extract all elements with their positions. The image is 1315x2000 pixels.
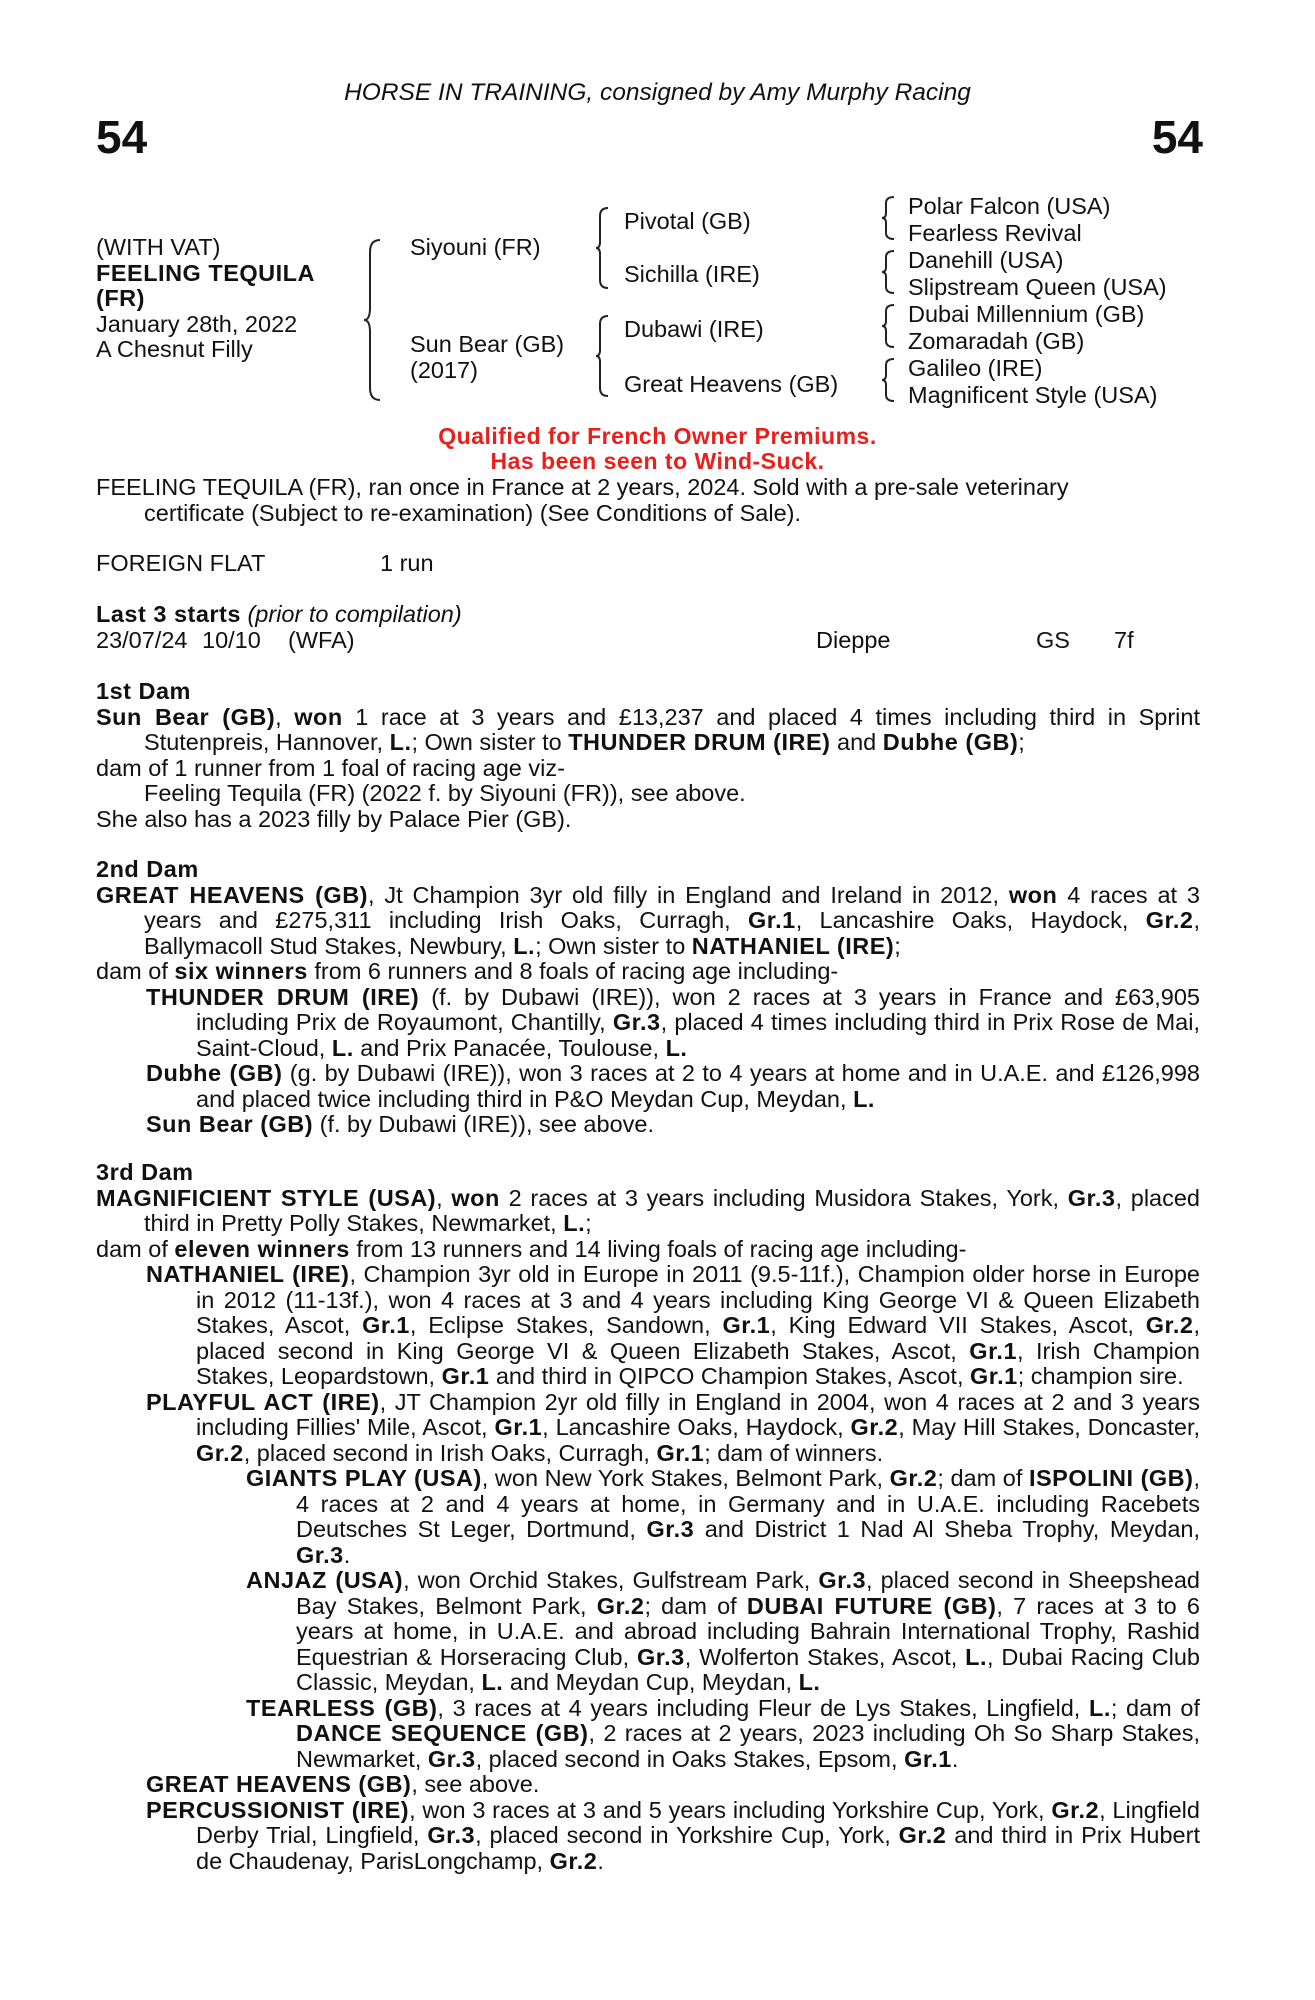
record-label: FOREIGN FLAT <box>96 550 266 576</box>
pedigree-brace-main <box>362 238 384 402</box>
first-dam-heading: 1st Dam <box>96 678 191 704</box>
pedigree-g2: Fearless Revival <box>908 220 1082 246</box>
third-dam-paragraph: MAGNIFICIENT STYLE (USA), won 2 races at 3 years including Musidora Stakes, York, Gr.3, placed third in Pretty Polly Stakes, Newmarket, L.; <box>96 1184 1200 1236</box>
pedigree-dam-dam: Great Heavens (GB) <box>624 371 839 397</box>
pedigree-dam-year: (2017) <box>410 357 478 383</box>
second-dam-produce-intro: dam of six winners from 6 runners and 8 foals of racing age including- <box>96 958 839 984</box>
pedigree-brace-g56 <box>880 303 896 349</box>
third-dam-produce-percussionist: PERCUSSIONIST (IRE), won 3 races at 3 and 5 years including Yorkshire Cup, York, Gr.2, Lingfield Derby Trial, Lingfield, Gr.3, placed second in Yorkshire Cup, York, Gr.2 and third in Prix Hubert de Chaudenay, ParisLongchamp, Gr.2. <box>146 1796 1200 1874</box>
third-dam-produce-playful-act: PLAYFUL ACT (IRE), JT Champion 2yr old filly in England in 2004, won 4 races at 2 and 3 years including Fillies' Mile, Ascot, Gr.1, Lancashire Oaks, Haydock, Gr.2, May Hill Stakes, Doncaster, Gr.2, placed second in Irish Oaks, Curragh, Gr.1; dam of winners. <box>146 1388 1200 1466</box>
pedigree-brace-g78 <box>880 357 896 403</box>
horse-name: FEELING TEQUILA (FR) <box>96 259 315 311</box>
second-dam-produce-1: THUNDER DRUM (IRE) (f. by Dubawi (IRE)), won 2 races at 3 years in France and £63,905 including Prix de Royaumont, Chantilly, Gr.3, placed 4 times including third in Prix Rose de Mai, Saint-Cloud, L. and Prix Panacée, Toulouse, L. <box>146 983 1200 1061</box>
grand-produce-giants-play: GIANTS PLAY (USA), won New York Stakes, Belmont Park, Gr.2; dam of ISPOLINI (GB), 4 races at 2 and 4 years at home, in Germany and in U.A.E. including Racebets Deutsches St Leger, Dortmund, Gr.3 and District 1 Nad Al Sheba Trophy, Meydan, Gr.3. <box>246 1465 1200 1568</box>
second-dam-section <box>96 857 1200 1138</box>
start-distance: 7f <box>1114 627 1134 653</box>
pedigree-brace-g34 <box>880 249 896 295</box>
third-dam-section <box>96 1160 1200 1874</box>
first-dam-also: She also has a 2023 filly by Palace Pier (GB). <box>96 805 572 832</box>
lot-number-right: 54 <box>1151 111 1203 163</box>
first-dam-paragraph: Sun Bear (GB), won 1 race at 3 years and £13,237 and placed 4 times including third in Sprint Stutenpreis, Hannover, L.; Own sister to THUNDER DRUM (IRE) and Dubhe (GB); <box>96 703 1200 755</box>
premiums-notice: Qualified for French Owner Premiums. <box>438 423 877 449</box>
start-going: GS <box>1036 627 1070 653</box>
pedigree-sire: Siyouni (FR) <box>410 234 541 260</box>
pedigree-g5: Dubai Millennium (GB) <box>908 301 1145 327</box>
sale-summary: FEELING TEQUILA (FR), ran once in France at 2 years, 2024. Sold with a pre-sale veterinary certificate (Subject to re-examination) (See Conditions of Sale). <box>96 474 1069 526</box>
grand-produce-tearless: TEARLESS (GB), 3 races at 4 years including Fleur de Lys Stakes, Lingfield, L.; dam of DANCE SEQUENCE (GB), 2 races at 2 years, 2023 including Oh So Sharp Stakes, Newmarket, Gr.3, placed second in Oaks Stakes, Epsom, Gr.1. <box>246 1694 1200 1772</box>
pedigree-brace-sire <box>594 206 610 290</box>
pedigree-sire-dam: Sichilla (IRE) <box>624 261 760 287</box>
pedigree-dam-sire: Dubawi (IRE) <box>624 316 764 342</box>
page-header: HORSE IN TRAINING, consigned by Amy Murphy Racing <box>344 79 971 106</box>
first-dam-produce-intro: dam of 1 runner from 1 foal of racing age viz- <box>96 754 565 781</box>
pedigree-g3: Danehill (USA) <box>908 247 1064 273</box>
third-dam-heading: 3rd Dam <box>96 1159 194 1185</box>
third-dam-produce-intro: dam of eleven winners from 13 runners and 14 living foals of racing age including- <box>96 1235 967 1262</box>
grand-produce-anjaz: ANJAZ (USA), won Orchid Stakes, Gulfstream Park, Gr.3, placed second in Sheepshead Bay Stakes, Belmont Park, Gr.2; dam of DUBAI FUTURE (GB), 7 races at 3 to 6 years at home, in U.A.E. and abroad including Bahrain International Trophy, Rashid Equestrian & Horseracing Club, Gr.3, Wolferton Stakes, Ascot, L., Dubai Racing Club Classic, Meydan, L. and Meydan Cup, Meydan, L. <box>246 1567 1200 1695</box>
start-position: 10/10 <box>202 627 261 653</box>
lot-number-left: 54 <box>96 111 148 163</box>
first-dam-section <box>96 679 1200 832</box>
pedigree-g4: Slipstream Queen (USA) <box>908 274 1167 300</box>
start-weights: (WFA) <box>288 627 355 653</box>
pedigree-table <box>0 0 1315 420</box>
start-date: 23/07/24 <box>96 627 188 653</box>
pedigree-g7: Galileo (IRE) <box>908 355 1043 381</box>
record-value: 1 run <box>380 550 434 576</box>
pedigree-brace-g12 <box>880 195 896 241</box>
pedigree-g1: Polar Falcon (USA) <box>908 193 1111 219</box>
windsuck-notice: Has been seen to Wind-Suck. <box>490 448 825 474</box>
last-starts-heading: Last 3 starts (prior to compilation) <box>96 601 462 627</box>
second-dam-produce-2: Dubhe (GB) (g. by Dubawi (IRE)), won 3 races at 2 to 4 years at home and in U.A.E. and £126,998 and placed twice including third in P&O Meydan Cup, Meydan, L. <box>146 1060 1200 1112</box>
start-row <box>96 628 1200 654</box>
pedigree-brace-dam <box>594 314 610 398</box>
horse-dob: January 28th, 2022 <box>96 310 298 337</box>
start-course: Dieppe <box>816 627 891 653</box>
second-dam-heading: 2nd Dam <box>96 856 199 882</box>
pedigree-g6: Zomaradah (GB) <box>908 328 1085 354</box>
pedigree-g8: Magnificent Style (USA) <box>908 382 1158 408</box>
first-dam-foal: Feeling Tequila (FR) (2022 f. by Siyouni (FR)), see above. <box>144 780 746 806</box>
pedigree-dam: Sun Bear (GB) <box>410 331 565 357</box>
second-dam-paragraph: GREAT HEAVENS (GB), Jt Champion 3yr old filly in England and Ireland in 2012, won 4 races at 3 years and £275,311 including Irish Oaks, Curragh, Gr.1, Lancashire Oaks, Haydock, Gr.2, Ballymacoll Stud Stakes, Newbury, L.; Own sister to NATHANIEL (IRE); <box>96 881 1200 959</box>
pedigree-sire-sire: Pivotal (GB) <box>624 208 751 234</box>
second-dam-produce-3: Sun Bear (GB) (f. by Dubawi (IRE)), see above. <box>146 1111 654 1137</box>
vat-label: (WITH VAT) <box>96 234 221 260</box>
third-dam-produce-nathaniel: NATHANIEL (IRE), Champion 3yr old in Europe in 2011 (9.5-11f.), Champion older horse in Europe in 2012 (11-13f.), won 4 races at 3 and 4 years including King George VI & Queen Elizabeth Stakes, Ascot, Gr.1, Eclipse Stakes, Sandown, Gr.1, King Edward VII Stakes, Ascot, Gr.2, placed second in King George VI & Queen Elizabeth Stakes, Ascot, Gr.1, Irish Champion Stakes, Leopardstown, Gr.1 and third in QIPCO Champion Stakes, Ascot, Gr.1; champion sire. <box>146 1261 1201 1389</box>
third-dam-produce-great-heavens: GREAT HEAVENS (GB), see above. <box>146 1771 540 1797</box>
horse-description: A Chesnut Filly <box>96 336 253 362</box>
